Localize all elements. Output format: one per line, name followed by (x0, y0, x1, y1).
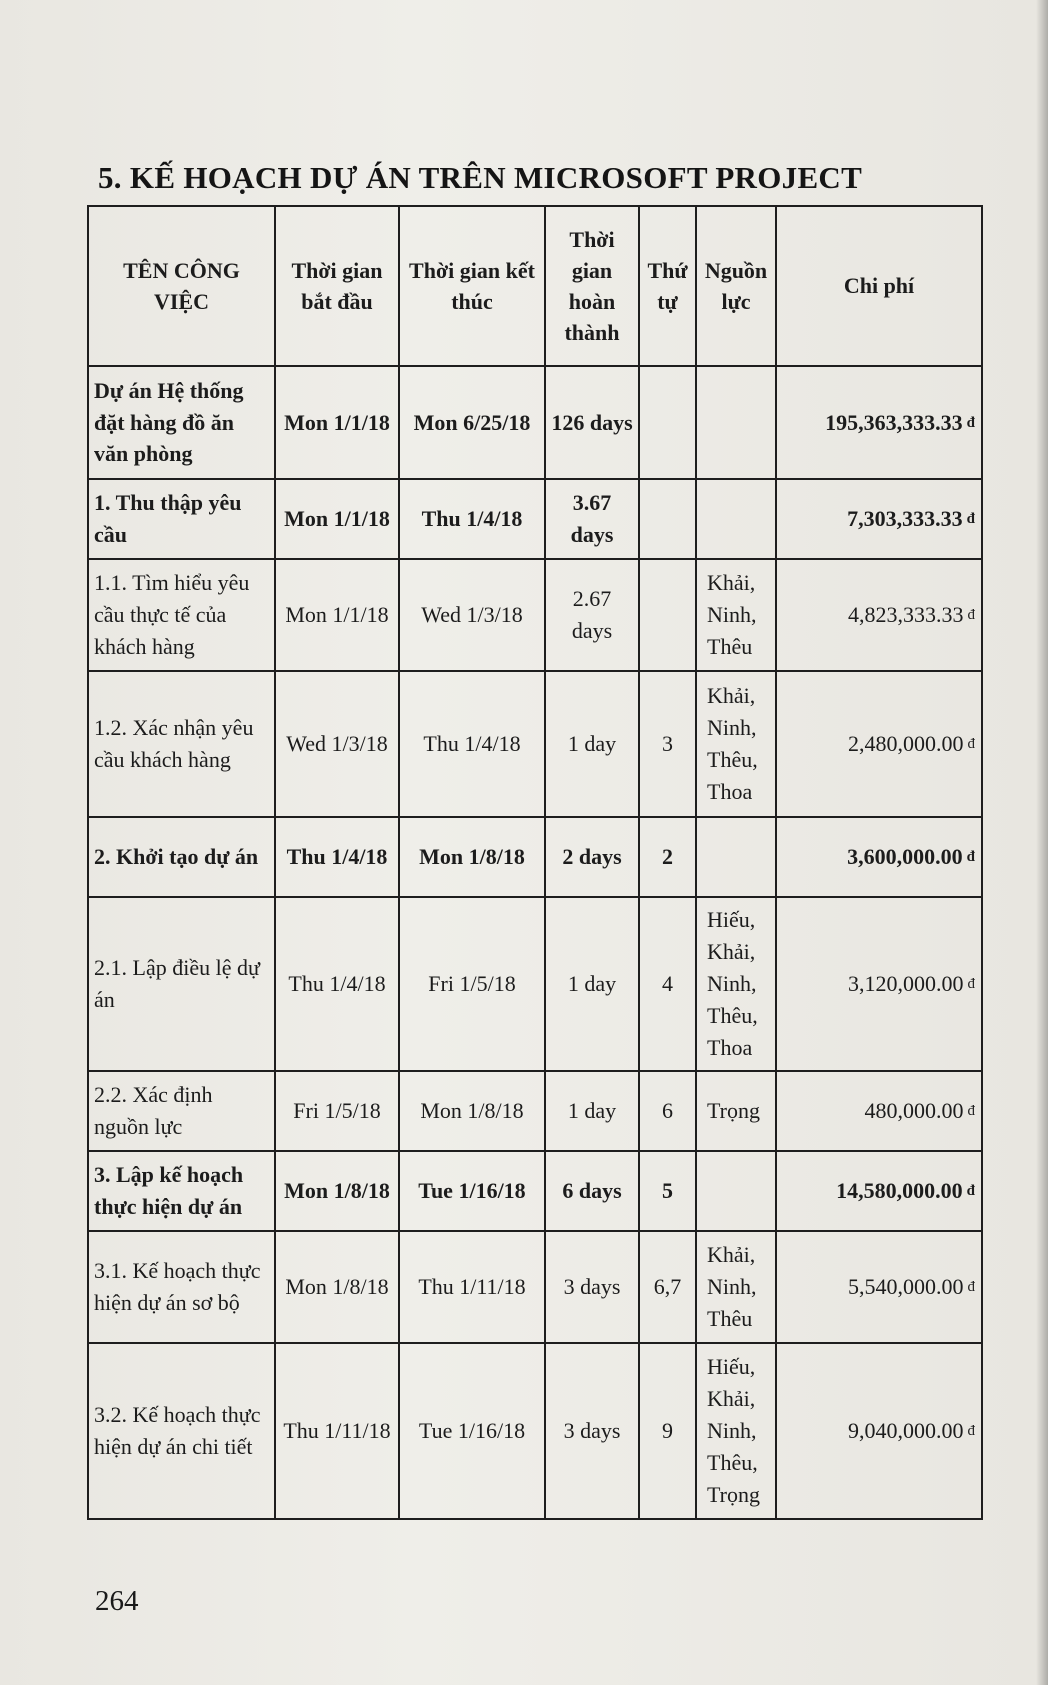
cell-finish: Tue 1/16/18 (399, 1151, 545, 1231)
cell-order: 3 (639, 671, 696, 817)
currency-symbol: đ (967, 607, 975, 624)
cell-resources: Khải, Ninh, Thêu (696, 559, 776, 671)
cell-cost (776, 671, 982, 817)
cell-finish: Thu 1/4/18 (399, 479, 545, 559)
cell-name: 2. Khởi tạo dự án (88, 817, 275, 897)
cell-resources: Trọng (696, 1071, 776, 1151)
table-row (88, 559, 982, 671)
table-row (88, 817, 982, 897)
header-duration: Thời gian hoàn thành (545, 206, 639, 366)
cell-start: Fri 1/5/18 (275, 1071, 399, 1151)
cell-order: 5 (639, 1151, 696, 1231)
currency-symbol: đ (967, 1279, 975, 1296)
cell-finish: Thu 1/4/18 (399, 671, 545, 817)
cell-resources (696, 1151, 776, 1231)
cell-resources: Hiếu, Khải, Ninh, Thêu, Trọng (696, 1343, 776, 1519)
project-plan-table (87, 205, 983, 1520)
cell-order: 2 (639, 817, 696, 897)
cost-value: 9,040,000.00 (848, 1418, 964, 1444)
cell-finish: Thu 1/11/18 (399, 1231, 545, 1343)
currency-symbol: đ (966, 849, 975, 866)
cell-start: Thu 1/4/18 (275, 817, 399, 897)
cell-order: 6,7 (639, 1231, 696, 1343)
currency-symbol: đ (966, 1183, 975, 1200)
cell-finish: Wed 1/3/18 (399, 559, 545, 671)
table-row (88, 1151, 982, 1231)
table-row (88, 671, 982, 817)
cell-name: Dự án Hệ thống đặt hàng đồ ăn văn phòng (88, 366, 275, 479)
cell-order (639, 366, 696, 479)
currency-symbol: đ (966, 511, 975, 528)
currency-symbol: đ (967, 736, 975, 753)
cell-finish: Tue 1/16/18 (399, 1343, 545, 1519)
page-number: 264 (95, 1585, 139, 1617)
table-row (88, 1071, 982, 1151)
cell-finish: Fri 1/5/18 (399, 897, 545, 1071)
header-start: Thời gian bắt đầu (275, 206, 399, 366)
cell-order: 9 (639, 1343, 696, 1519)
cell-finish: Mon 6/25/18 (399, 366, 545, 479)
cell-resources: Khải, Ninh, Thêu (696, 1231, 776, 1343)
cell-start: Mon 1/8/18 (275, 1151, 399, 1231)
cell-start: Mon 1/1/18 (275, 559, 399, 671)
cell-duration: 3.67 days (545, 479, 639, 559)
cost-value: 195,363,333.33 (825, 409, 963, 435)
cell-resources (696, 479, 776, 559)
cell-duration: 2.67 days (545, 559, 639, 671)
cell-resources: Khải, Ninh, Thêu, Thoa (696, 671, 776, 817)
cell-duration: 1 day (545, 1071, 639, 1151)
cell-start: Mon 1/8/18 (275, 1231, 399, 1343)
cell-duration: 126 days (545, 366, 639, 479)
header-order: Thứ tự (639, 206, 696, 366)
cell-duration: 2 days (545, 817, 639, 897)
cell-name: 3.1. Kế hoạch thực hiện dự án sơ bộ (88, 1231, 275, 1343)
section-title: 5. KẾ HOẠCH DỰ ÁN TRÊN MICROSOFT PROJECT (98, 160, 863, 195)
table-row (88, 897, 982, 1071)
cell-duration: 3 days (545, 1231, 639, 1343)
cell-start: Mon 1/1/18 (275, 479, 399, 559)
cost-value: 14,580,000.00 (836, 1178, 963, 1204)
header-finish: Thời gian kết thúc (399, 206, 545, 366)
cell-name: 1.1. Tìm hiểu yêu cầu thực tế của khách hàng (88, 559, 275, 671)
cost-value: 4,823,333.33 (848, 602, 964, 628)
cell-cost (776, 559, 982, 671)
currency-symbol: đ (967, 976, 975, 993)
cost-value: 7,303,333.33 (847, 506, 963, 532)
cell-duration: 3 days (545, 1343, 639, 1519)
cell-cost (776, 1151, 982, 1231)
cell-name: 3. Lập kế hoạch thực hiện dự án (88, 1151, 275, 1231)
header-cost: Chi phí (776, 206, 982, 366)
cell-order: 4 (639, 897, 696, 1071)
table-header-row (88, 206, 982, 366)
cost-value: 3,600,000.00 (847, 844, 963, 870)
cell-duration: 1 day (545, 897, 639, 1071)
cost-value: 2,480,000.00 (848, 731, 964, 757)
cell-order: 6 (639, 1071, 696, 1151)
cell-start: Thu 1/4/18 (275, 897, 399, 1071)
table-row (88, 1231, 982, 1343)
cell-finish: Mon 1/8/18 (399, 817, 545, 897)
cell-duration: 6 days (545, 1151, 639, 1231)
cell-cost (776, 1343, 982, 1519)
cost-value: 5,540,000.00 (848, 1274, 964, 1300)
cost-value: 3,120,000.00 (848, 971, 964, 997)
cell-cost (776, 1231, 982, 1343)
cell-resources (696, 817, 776, 897)
cell-cost (776, 897, 982, 1071)
header-name: TÊN CÔNG VIỆC (88, 206, 275, 366)
table-row (88, 1343, 982, 1519)
cell-order (639, 479, 696, 559)
cell-start: Wed 1/3/18 (275, 671, 399, 817)
cell-resources (696, 366, 776, 479)
cell-name: 1.2. Xác nhận yêu cầu khách hàng (88, 671, 275, 817)
cell-name: 2.1. Lập điều lệ dự án (88, 897, 275, 1071)
cost-value: 480,000.00 (864, 1098, 964, 1124)
table-row (88, 366, 982, 479)
cell-cost (776, 479, 982, 559)
cell-start: Thu 1/11/18 (275, 1343, 399, 1519)
cell-finish: Mon 1/8/18 (399, 1071, 545, 1151)
header-resources: Nguồn lực (696, 206, 776, 366)
currency-symbol: đ (967, 1103, 975, 1120)
cell-name: 2.2. Xác định nguồn lực (88, 1071, 275, 1151)
cell-order (639, 559, 696, 671)
currency-symbol: đ (966, 414, 975, 431)
cell-cost (776, 1071, 982, 1151)
cell-start: Mon 1/1/18 (275, 366, 399, 479)
cell-duration: 1 day (545, 671, 639, 817)
cell-cost (776, 366, 982, 479)
table-row (88, 479, 982, 559)
cell-name: 1. Thu thập yêu cầu (88, 479, 275, 559)
cell-resources: Hiếu, Khải, Ninh, Thêu, Thoa (696, 897, 776, 1071)
cell-name: 3.2. Kế hoạch thực hiện dự án chi tiết (88, 1343, 275, 1519)
currency-symbol: đ (967, 1423, 975, 1440)
cell-cost (776, 817, 982, 897)
